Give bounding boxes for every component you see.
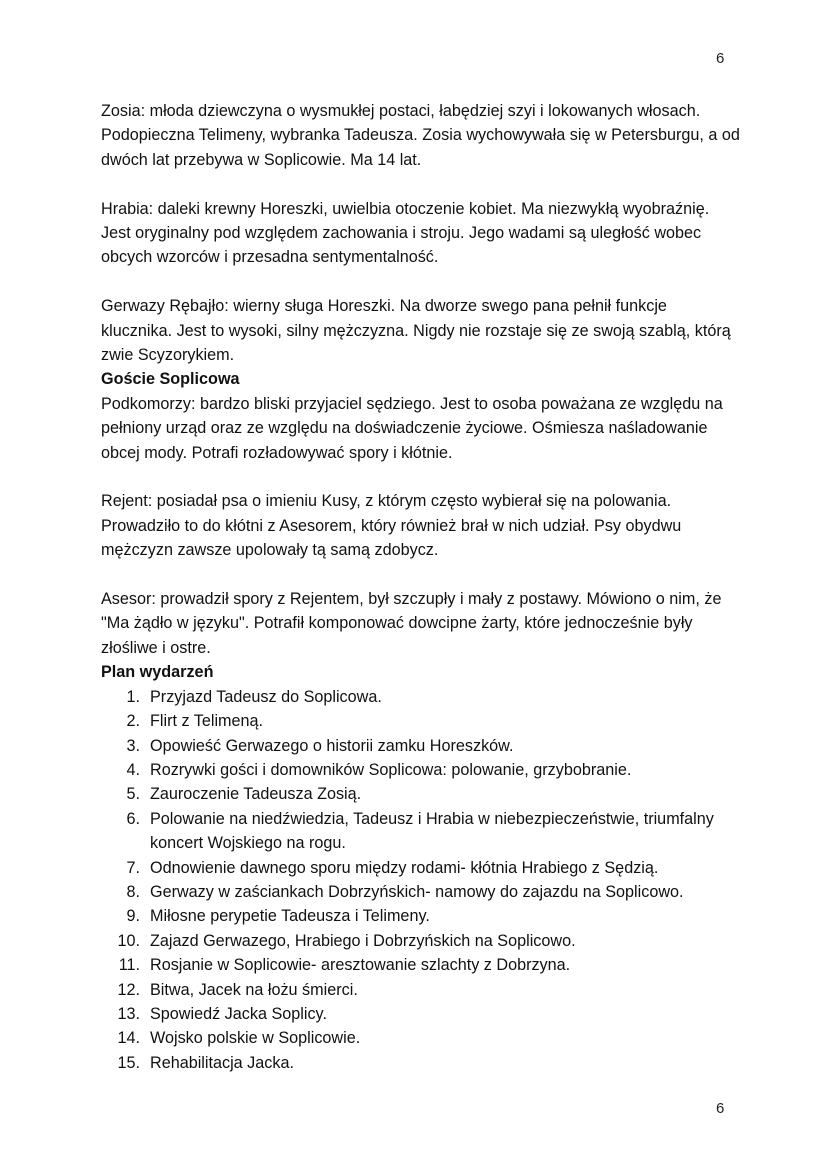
plan-item-number: 5. <box>126 785 140 804</box>
plan-item-number: 9. <box>126 907 140 926</box>
plan-item-number: 15. <box>117 1053 140 1072</box>
section-heading-guests: Goście Soplicowa <box>101 370 240 389</box>
plan-item-text: Spowiedź Jacka Soplicy. <box>150 1004 327 1023</box>
plan-list-item <box>101 709 741 733</box>
plan-list-item <box>101 978 741 1002</box>
plan-list-item <box>101 953 741 977</box>
plan-item-number: 3. <box>126 736 140 755</box>
character-paragraph-gerwazy: Gerwazy Rębajło: wierny sługa Horeszki. Na dworze swego pana pełnił funkcje klucznika. Jest to wysoki, silny mężczyzna. Nigdy nie rozstaje się ze swoją szablą, którą zwie Scyzorykiem. <box>101 297 731 365</box>
character-paragraph-asesor: Asesor: prowadził spory z Rejentem, był szczupły i mały z postawy. Mówiono o nim, że "Ma żądło w języku". Potrafił komponować dowcipne żarty, które jednocześnie były złośliwe i ostre. <box>101 590 722 657</box>
document-body <box>101 99 741 1075</box>
plan-item-number: 7. <box>126 858 140 877</box>
plan-item-number: 13. <box>117 1004 140 1023</box>
plan-item-number: 10. <box>117 931 140 950</box>
plan-list-item <box>101 807 741 856</box>
character-paragraph-zosia: Zosia: młoda dziewczyna o wysmukłej postaci, łabędziej szyi i lokowanych włosach. Podopieczna Telimeny, wybranka Tadeusza. Zosia wychowywała się w Petersburgu, a od dwóch lat przebywa w Soplicowie. Ma 14 lat. <box>101 102 740 169</box>
plan-list-item <box>101 758 741 782</box>
plan-item-text: Przyjazd Tadeusz do Soplicowa. <box>150 687 382 706</box>
plan-list-item <box>101 1051 741 1075</box>
plan-item-number: 11. <box>118 956 140 975</box>
plan-item-text: Zauroczenie Tadeusza Zosią. <box>150 785 362 804</box>
plan-item-text: Odnowienie dawnego sporu między rodami- kłótnia Hrabiego z Sędzią. <box>150 858 659 877</box>
plan-item-text: Bitwa, Jacek na łożu śmierci. <box>150 980 358 999</box>
plan-item-number: 2. <box>126 712 140 731</box>
plan-list-item <box>101 880 741 904</box>
plan-item-text: Rosjanie w Soplicowie- aresztowanie szlachty z Dobrzyna. <box>150 956 571 975</box>
plan-list <box>101 685 741 1076</box>
plan-item-text: Opowieść Gerwazego o historii zamku Horeszków. <box>150 736 514 755</box>
plan-item-text: Miłosne perypetie Tadeusza i Telimeny. <box>150 907 430 926</box>
plan-list-item <box>101 685 741 709</box>
plan-list-item <box>101 782 741 806</box>
plan-list-item <box>101 904 741 928</box>
page-number-bottom: 6 <box>716 1100 725 1117</box>
plan-item-text: Rozrywki gości i domowników Soplicowa: polowanie, grzybobranie. <box>150 760 632 779</box>
plan-item-number: 6. <box>126 809 140 828</box>
plan-list-item <box>101 734 741 758</box>
plan-item-text: Wojsko polskie w Soplicowie. <box>150 1029 361 1048</box>
plan-item-text: Gerwazy w zaściankach Dobrzyńskich- namowy do zajazdu na Soplicowo. <box>150 882 684 901</box>
plan-item-number: 4. <box>126 760 140 779</box>
plan-item-number: 1. <box>126 687 140 706</box>
plan-item-text: Polowanie na niedźwiedzia, Tadeusz i Hrabia w niebezpieczeństwie, triumfalny koncert Wojskiego na rogu. <box>150 809 714 853</box>
plan-item-text: Rehabilitacja Jacka. <box>150 1053 294 1072</box>
section-heading-plan: Plan wydarzeń <box>101 663 214 682</box>
plan-item-text: Zajazd Gerwazego, Hrabiego i Dobrzyńskich na Soplicowo. <box>150 931 576 950</box>
plan-list-item <box>101 856 741 880</box>
character-paragraph-hrabia: Hrabia: daleki krewny Horeszki, uwielbia otoczenie kobiet. Ma niezwykłą wyobraźnię. Jest oryginalny pod względem zachowania i stroju. Jego wadami są uległość wobec obcych wzorców i przesadna sentymentalność. <box>101 199 710 267</box>
character-paragraph-podkomorzy: Podkomorzy: bardzo bliski przyjaciel sędziego. Jest to osoba poważana ze względu na pełniony urząd oraz ze względu na doświadczenie życiowe. Ośmiesza naśladowanie obcej mody. Potrafi rozładowywać spory i kłótnie. <box>101 394 723 462</box>
character-paragraph-rejent: Rejent: posiadał psa o imieniu Kusy, z którym często wybierał się na polowania. Prowadziło to do kłótni z Asesorem, który również brał w nich udział. Psy obydwu mężczyzn zawsze upolowały tą samą zdobycz. <box>101 492 682 560</box>
page-number-top: 6 <box>716 50 725 67</box>
plan-item-number: 14. <box>117 1029 140 1048</box>
plan-list-item <box>101 1002 741 1026</box>
plan-list-item <box>101 1026 741 1050</box>
plan-list-item <box>101 929 741 953</box>
plan-item-number: 8. <box>126 882 140 901</box>
plan-item-text: Flirt z Telimeną. <box>150 712 264 731</box>
plan-item-number: 12. <box>117 980 140 999</box>
